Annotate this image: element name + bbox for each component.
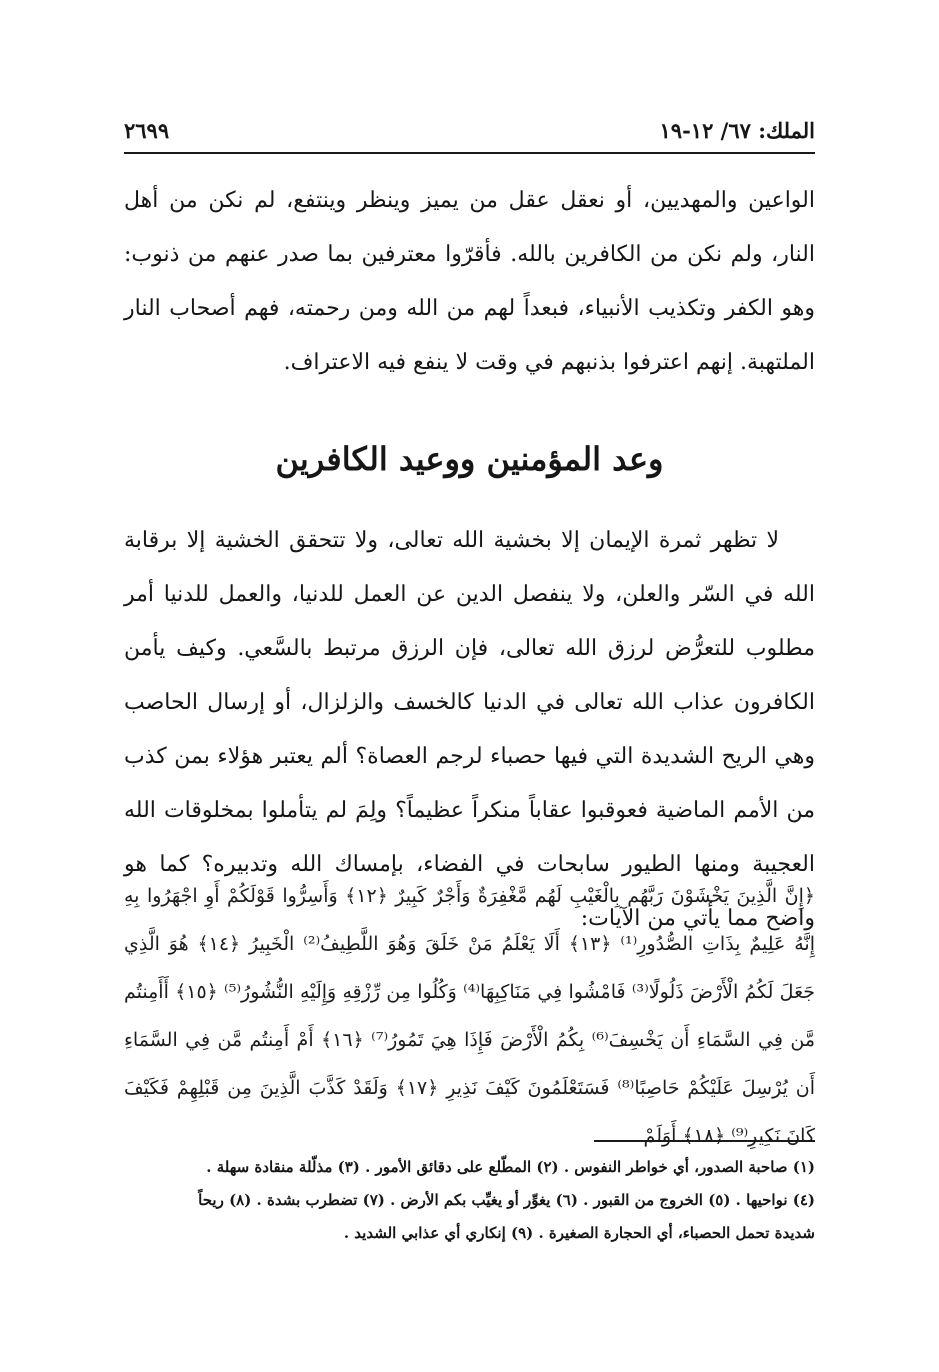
page-number: ٢٦٩٩ xyxy=(124,118,170,143)
footnotes xyxy=(124,1151,815,1250)
footnote-divider xyxy=(594,1140,815,1142)
quran-verses: ﴿إِنَّ الَّذِينَ يَخْشَوْنَ رَبَّهُم بِالْغَيْبِ لَهُم مَّغْفِرَةٌ وَأَجْرٌ كَبِيرٌ ﴿١٢﴾ وَأَسِرُّوا قَوْلَكُمْ أَوِ اجْهَرُوا بِهِ إِنَّهُ عَلِيمٌ بِذَاتِ الصُّدُورِ⁽¹⁾ ﴿١٣﴾ أَلَا يَعْلَمُ مَنْ خَلَقَ وَهُوَ اللَّطِيفُ⁽²⁾ الْخَبِيرُ ﴿١٤﴾ هُوَ الَّذِي جَعَلَ لَكُمُ الْأَرْضَ ذَلُولًا⁽³⁾ فَامْشُوا فِي مَنَاكِبِهَا⁽⁴⁾ وَكُلُوا مِن رِّزْقِهِ وَإِلَيْهِ النُّشُورُ⁽⁵⁾ ﴿١٥﴾ أَأَمِنتُم مَّن فِي السَّمَاءِ أَن يَخْسِفَ⁽⁶⁾ بِكُمُ الْأَرْضَ فَإِذَا هِيَ تَمُورُ⁽⁷⁾ ﴿١٦﴾ أَمْ أَمِنتُم مَّن فِي السَّمَاءِ أَن يُرْسِلَ عَلَيْكُمْ حَاصِبًا⁽⁸⁾ فَسَتَعْلَمُونَ كَيْفَ نَذِيرِ ﴿١٧﴾ وَلَقَدْ كَذَّبَ الَّذِينَ مِن قَبْلِهِمْ فَكَيْفَ كَانَ نَكِيرِ⁽⁹⁾ ﴿١٨﴾ أَوَلَمْ xyxy=(124,885,816,1147)
footnote-line: (١) صاحبة الصدور، أي خواطر النفوس . (٢) المطّلع على دقائق الأمور . (٣) مذلّلة منقادة سهلة . xyxy=(206,1158,815,1176)
footnote-line: (٤) نواحيها . (٥) الخروج من القبور . (٦) يغوِّر أو يغيِّب بكم الأرض . (٧) تضطرب بشدة . (٨) ريحاً xyxy=(198,1191,815,1209)
commentary-paragraph: الواعين والمهديين، أو نعقل عقل من يميز وينظر وينتفع، لم نكن من أهل النار، ولم نكن من الكافرين بالله. فأقرّوا معترفين بما صدر عنهم من ذنوب: وهو الكفر وتكذيب الأنبياء، فبعداً لهم من الله ومن رحمته، فهم أصحاب النار الملتهبة. إنهم اعترفوا بذنبهم في وقت لا ينفع فيه الاعتراف. xyxy=(124,188,815,375)
running-header xyxy=(124,112,815,154)
section-heading: وعد المؤمنين ووعيد الكافرين xyxy=(275,440,664,478)
surah-reference: الملك: ٦٧/ ١٢-١٩ xyxy=(659,118,815,143)
footnote-line: شديدة تحمل الحصباء، أي الحجارة الصغيرة . (٩) إنكاري أي عذابي الشديد . xyxy=(343,1224,815,1242)
intro-paragraph: لا تظهر ثمرة الإيمان إلا بخشية الله تعالى، ولا تتحقق الخشية إلا برقابة الله في السّر والعلن، ولا ينفصل الدين عن العمل للدنيا، والعمل للدنيا أمر مطلوب للتعرُّض لرزق الله تعالى، فإن الرزق مرتبط بالسَّعي. وكيف يأمن الكافرون عذاب الله تعالى في الدنيا كالخسف والزلزال، أو إرسال الحاصب وهي الريح الشديدة التي فيها حصباء لرجم العصاة؟ ألم يعتبر هؤلاء بمن كذب من الأمم الماضية فعوقبوا عقاباً منكراً عظيماً؟ ولِمَ لم يتأملوا بمخلوقات الله العجيبة ومنها الطيور سابحات في الفضاء، بإمساك الله وتدبيره؟ كما هو واضح مما يأتي من الآيات: xyxy=(124,528,815,931)
